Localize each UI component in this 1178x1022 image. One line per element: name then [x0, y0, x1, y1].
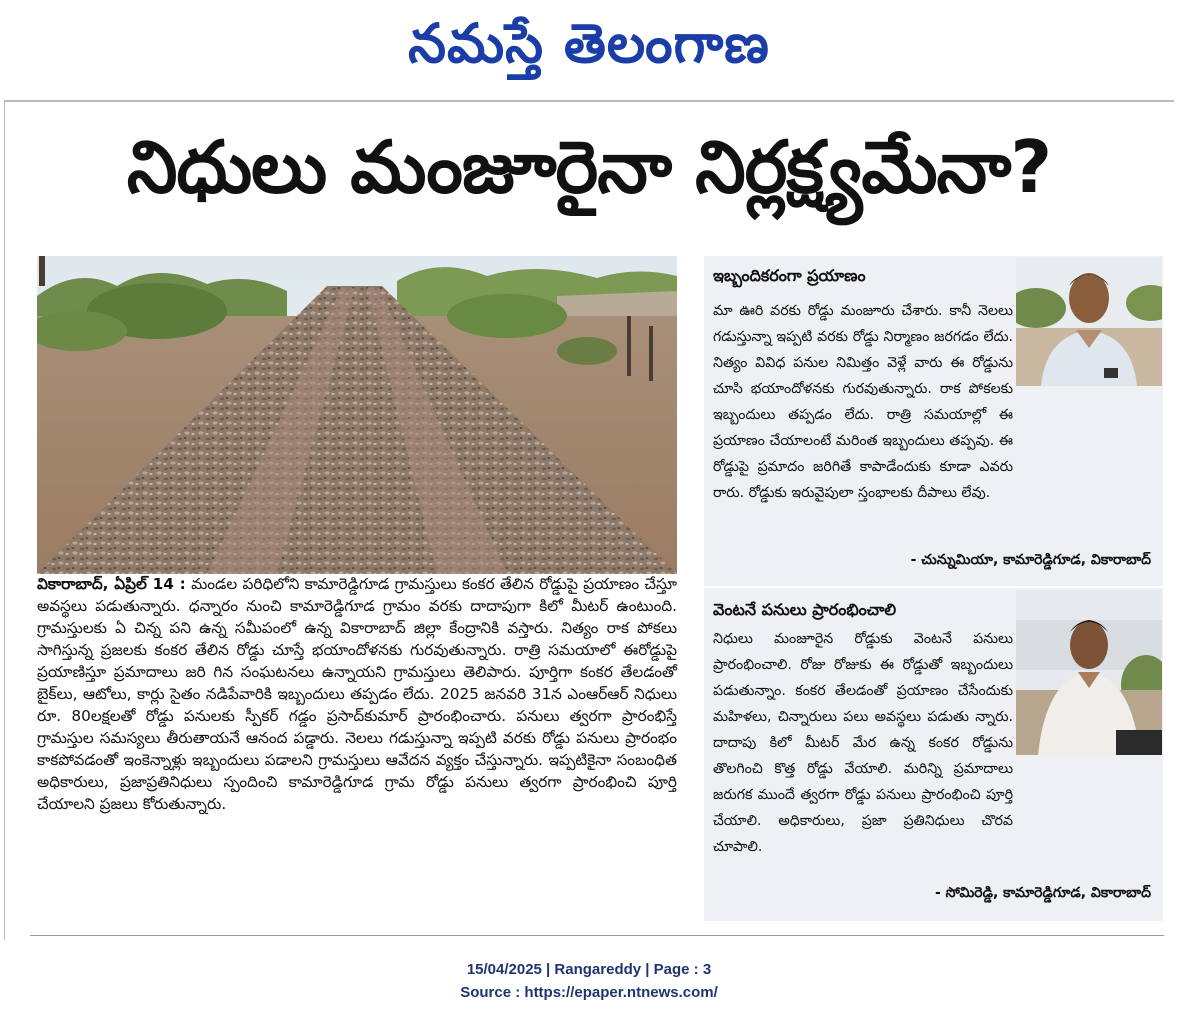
portrait-chunnumiya [1016, 258, 1162, 386]
quote1-attribution: - చున్నుమియా, కామారెడ్డిగూడ, వికారాబాద్ [910, 552, 1151, 568]
newspaper-masthead-logo: నమస్తే తెలంగాణ [408, 11, 770, 75]
footer-info: 15/04/2025 | Rangareddy | Page : 3 [466, 961, 712, 978]
sidebar-divider [704, 586, 1163, 588]
road-photo [37, 256, 677, 574]
article-dateline: వికారాబాద్, ఏప్రిల్ 14 : [37, 575, 186, 593]
quote2-heading: వెంటనే పనులు ప్రారంభించాలి [713, 600, 897, 619]
article-body [37, 573, 677, 913]
left-border [4, 100, 5, 940]
quote2-text-narrow: నిధులు మంజూరైన రోడ్డుకు వెంటనే పనులు ప్రారంభించాలి. రోజు రోజుకు ఈ రోడ్డుతో ఇబ్బందులు పడుతున్నాం. కంకర తేలడంతో ప్రయాణం చేసేందుకు మహిళలు, చిన్నారులు పలు అవస్థలు పడుతు న్నారు. దాదాపు కిలో మీటర్ మేర ఉన్న కంకర రోడ్డును తొలగించి కొత్త రోడ్డు వేయాలి. మరిన్ని ప్రమాదాలు జరుగక ముందే త్వరగా రోడ్డు పనులు ప్రారంభించి పూర్తి చేయాలి. అధికారులు, ప్రజా ప్రతినిధులు చొరవ చూపాలి. [713, 631, 1013, 855]
quote1-text: మా ఊరి వరకు రోడ్డు మంజూరు చేశారు. కానీ నెలలు గడుస్తున్నా ఇప్పటి వరకు రోడ్డు నిర్మాణం జరగడం లేదు. నిత్యం వివిధ పనుల నిమిత్తం వెళ్లే వారు ఈ రోడ్డును చూసి భయాందోళనకు గురవుతున్నారు. రాక పోకలకు ఇబ్బందులు తప్పడం లేదు. రాత్రి సమయాల్లో ఈ ప్రయాణం చేయాలంటే మరింత ఇబ్బందులు తప్పవు. ఈ రోడ్డుపై ప్రమాదం జరిగితే కాపాడేందుకు కూడా ఎవరు రారు. రోడ్డుకు ఇరువైపులా స్తంభాలకు దీపాలు లేవు. [713, 303, 1013, 501]
quote1-heading: ఇబ్బందికరంగా ప్రయాణం [713, 266, 866, 285]
top-divider [4, 100, 1174, 102]
portrait-somireddy [1016, 590, 1162, 755]
article-text: మండల పరిధిలోని కామారెడ్డిగూడ గ్రామస్తులు కంకర తేలిన రోడ్డుపై ప్రయాణం చేస్తూ అవస్థలు పడుతున్నారు. ధన్నారం నుంచి కామారెడ్డిగూడ గ్రామం వరకు దాదాపుగా కిలో మీటర్ ఉంటుంది. గ్రామస్తులకు ఏ చిన్న పని ఉన్న సమీపంలో ఉన్న వికారాబాద్ జిల్లా కేంద్రానికి వస్తారు. నిత్యం రాక పోకలు సాగిస్తున్న ప్రజలకు కంకర తేలిన రోడ్డు చూస్తే భయాందోళనకు గురవుతున్నారు. రాత్రి సమయాలో ఈరోడ్డుపై ప్రయాణిస్తూ ప్రమాదాలు జరి గిన సంఘటనలు ఉన్నాయని గ్రామస్తులు తెలిపారు. పూర్తిగా కంకర తేలడంతో బైక్‌లు, ఆటోలు, కార్లు సైతం నడిపేవారికి ఇబ్బందులు తప్పడం లేదు. 2025 జనవరి 31న ఎంఆర్‌ఆర్ నిధులు రూ. 80లక్షలతో రోడ్డు పనులకు స్పీకర్ గడ్డం ప్రసాద్‌కుమార్ ప్రారంభించారు. పనులు త్వరగా ప్రారంభిస్తే గ్రామస్తుల సమస్యలు తీరుతాయనే ఆనంద పడ్డారు. నెలలు గడుస్తున్నా ఇప్పటి వరకు రోడ్డు పనులు ప్రారంభం కాకపోవడంతో ఇంకెన్నాళ్లు ఇబ్బందులు పడాలని గ్రామస్తులు ఆవేదన వ్యక్తం చేస్తున్నారు. ఇప్పటికైనా సంబంధిత అధికారులు, ప్రజాప్రతినిధులు స్పందించి కామారెడ్డిగూడ గ్రామ రోడ్డు పనులు త్వరగా ప్రారంభించి పూర్తి చేయాలని ప్రజలు కోరుతున్నారు. [37, 575, 677, 813]
article-headline: నిధులు మంజూరైనా నిర్లక్ష్యమేనా? [126, 125, 1052, 209]
quote2-attribution: - సోమిరెడ్డి, కామారెడ్డిగూడ, వికారాబాద్ [934, 885, 1151, 901]
bottom-divider [30, 935, 1164, 936]
footer-source-link[interactable]: Source : https://epaper.ntnews.com/ [460, 984, 718, 1001]
